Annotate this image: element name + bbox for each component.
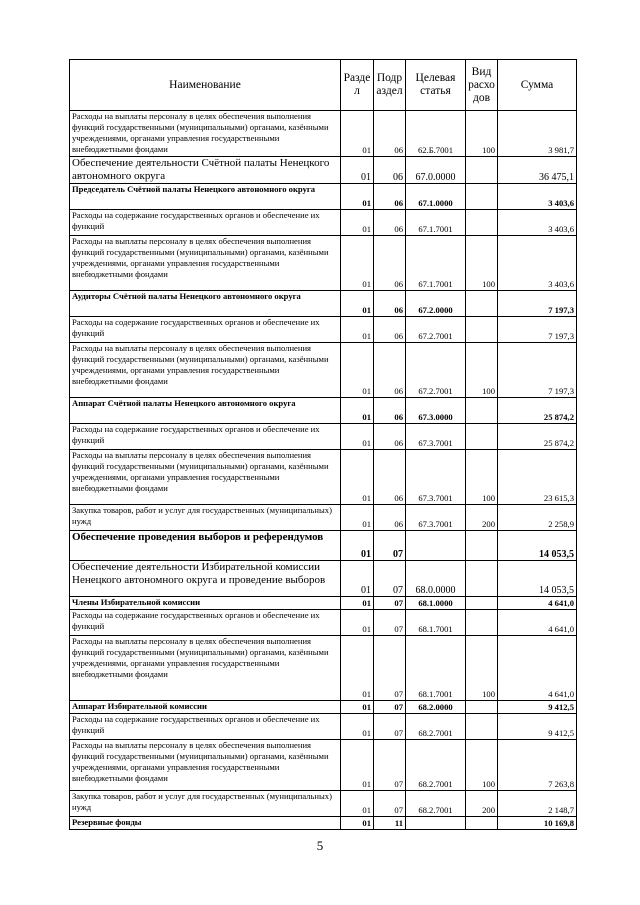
row-expense-type — [466, 157, 498, 184]
row-expense-type — [466, 817, 498, 830]
row-subsection: 06 — [374, 184, 406, 210]
row-target: 67.3.7001 — [406, 505, 466, 531]
row-target: 67.2.7001 — [406, 343, 466, 398]
table-body — [70, 111, 577, 830]
row-name: Расходы на выплаты персоналу в целях обеспечения выполнения функций государственными (муниципальными) органами, казёнными учреждениями, органами управления государственными внебюджетными фондами — [70, 111, 341, 157]
row-subsection: 07 — [374, 531, 406, 561]
row-section: 01 — [341, 291, 374, 317]
row-sum: 7 197,3 — [498, 343, 577, 398]
table-row — [70, 236, 577, 291]
row-sum: 7 263,8 — [498, 740, 577, 791]
table-row — [70, 184, 577, 210]
row-subsection: 07 — [374, 701, 406, 714]
row-name: Расходы на выплаты персоналу в целях обеспечения выполнения функций государственными (муниципальными) органами, казёнными учреждениями, органами управления государственными внебюджетными фондами — [70, 450, 341, 505]
table-row — [70, 610, 577, 636]
header-subsection: Подр аздел — [374, 60, 406, 111]
header-section: Разде л — [341, 60, 374, 111]
row-subsection: 07 — [374, 740, 406, 791]
row-subsection: 07 — [374, 714, 406, 740]
row-target: 68.0.0000 — [406, 561, 466, 597]
row-section: 01 — [341, 531, 374, 561]
row-target: 68.2.7001 — [406, 714, 466, 740]
header-target: Целевая статья — [406, 60, 466, 111]
row-subsection: 06 — [374, 505, 406, 531]
table-header-row — [70, 60, 577, 111]
row-name: Расходы на выплаты персоналу в целях обеспечения выполнения функций государственными (муниципальными) органами, казёнными учреждениями, органами управления государственными внебюджетными фондами — [70, 636, 341, 701]
row-name: Расходы на содержание государственных органов и обеспечение их функций — [70, 714, 341, 740]
row-name: Аудиторы Счётной палаты Ненецкого автономного округа — [70, 291, 341, 317]
row-name: Аппарат Избирательной комиссии — [70, 701, 341, 714]
row-expense-type: 100 — [466, 740, 498, 791]
row-target: 62.Б.7001 — [406, 111, 466, 157]
row-expense-type: 100 — [466, 236, 498, 291]
row-sum: 23 615,3 — [498, 450, 577, 505]
table-row — [70, 531, 577, 561]
row-name: Расходы на выплаты персоналу в целях обеспечения выполнения функций государственными (муниципальными) органами, казёнными учреждениями, органами управления государственными внебюджетными фондами — [70, 236, 341, 291]
budget-table — [69, 59, 577, 830]
row-subsection: 07 — [374, 610, 406, 636]
row-target — [406, 531, 466, 561]
table-row — [70, 636, 577, 701]
row-subsection: 11 — [374, 817, 406, 830]
row-target — [406, 817, 466, 830]
row-name: Обеспечение деятельности Счётной палаты Ненецкого автономного округа — [70, 157, 341, 184]
row-name: Расходы на выплаты персоналу в целях обеспечения выполнения функций государственными (муниципальными) органами, казёнными учреждениями, органами управления государственными внебюджетными фондами — [70, 740, 341, 791]
row-section: 01 — [341, 561, 374, 597]
row-section: 01 — [341, 701, 374, 714]
row-name: Резервные фонды — [70, 817, 341, 830]
row-section: 01 — [341, 111, 374, 157]
row-target: 67.1.7001 — [406, 210, 466, 236]
row-target: 67.3.7001 — [406, 424, 466, 450]
row-subsection: 06 — [374, 210, 406, 236]
table-row — [70, 817, 577, 830]
row-subsection: 07 — [374, 597, 406, 610]
table-row — [70, 714, 577, 740]
row-name: Расходы на содержание государственных органов и обеспечение их функций — [70, 610, 341, 636]
row-section: 01 — [341, 740, 374, 791]
row-subsection: 06 — [374, 111, 406, 157]
row-section: 01 — [341, 317, 374, 343]
table-row — [70, 111, 577, 157]
header-expense-type: Вид расхо дов — [466, 60, 498, 111]
table-row — [70, 424, 577, 450]
row-sum: 2 148,7 — [498, 791, 577, 817]
row-name: Закупка товаров, работ и услуг для государственных (муниципальных) нужд — [70, 791, 341, 817]
header-sum: Сумма — [498, 60, 577, 111]
row-sum: 3 403,6 — [498, 210, 577, 236]
row-target: 67.0.0000 — [406, 157, 466, 184]
row-section: 01 — [341, 157, 374, 184]
row-expense-type — [466, 531, 498, 561]
table-row — [70, 343, 577, 398]
table-row — [70, 210, 577, 236]
row-expense-type — [466, 597, 498, 610]
row-name: Члены Избирательной комиссии — [70, 597, 341, 610]
table-row — [70, 561, 577, 597]
row-sum: 3 981,7 — [498, 111, 577, 157]
row-expense-type: 100 — [466, 636, 498, 701]
row-sum: 4 641,0 — [498, 597, 577, 610]
row-sum: 14 053,5 — [498, 531, 577, 561]
row-name: Расходы на содержание государственных органов и обеспечение их функций — [70, 317, 341, 343]
row-subsection: 06 — [374, 398, 406, 424]
row-section: 01 — [341, 236, 374, 291]
row-sum: 2 258,9 — [498, 505, 577, 531]
row-subsection: 06 — [374, 157, 406, 184]
row-sum: 9 412,5 — [498, 714, 577, 740]
row-target: 67.1.0000 — [406, 184, 466, 210]
row-expense-type — [466, 184, 498, 210]
row-sum: 14 053,5 — [498, 561, 577, 597]
row-target: 67.1.7001 — [406, 236, 466, 291]
row-subsection: 06 — [374, 236, 406, 291]
row-expense-type — [466, 210, 498, 236]
row-sum: 25 874,2 — [498, 398, 577, 424]
row-section: 01 — [341, 791, 374, 817]
row-sum: 4 641,0 — [498, 636, 577, 701]
row-section: 01 — [341, 343, 374, 398]
row-name: Расходы на содержание государственных органов и обеспечение их функций — [70, 424, 341, 450]
row-sum: 36 475,1 — [498, 157, 577, 184]
row-target: 68.1.7001 — [406, 636, 466, 701]
row-section: 01 — [341, 505, 374, 531]
row-section: 01 — [341, 817, 374, 830]
row-section: 01 — [341, 184, 374, 210]
row-name: Обеспечение деятельности Избирательной комиссии Ненецкого автономного округа и проведение выборов — [70, 561, 341, 597]
row-name: Председатель Счётной палаты Ненецкого автономного округа — [70, 184, 341, 210]
row-subsection: 07 — [374, 636, 406, 701]
row-expense-type — [466, 291, 498, 317]
row-subsection: 06 — [374, 317, 406, 343]
row-section: 01 — [341, 210, 374, 236]
table-row — [70, 317, 577, 343]
row-name: Обеспечение проведения выборов и референдумов — [70, 531, 341, 561]
row-section: 01 — [341, 610, 374, 636]
row-target: 67.2.0000 — [406, 291, 466, 317]
row-target: 68.2.7001 — [406, 791, 466, 817]
row-expense-type: 100 — [466, 111, 498, 157]
row-target: 68.2.7001 — [406, 740, 466, 791]
row-section: 01 — [341, 450, 374, 505]
row-target: 67.3.0000 — [406, 398, 466, 424]
row-subsection: 07 — [374, 561, 406, 597]
row-target: 67.2.7001 — [406, 317, 466, 343]
row-target: 68.2.0000 — [406, 701, 466, 714]
row-name: Расходы на содержание государственных органов и обеспечение их функций — [70, 210, 341, 236]
row-name: Расходы на выплаты персоналу в целях обеспечения выполнения функций государственными (муниципальными) органами, казёнными учреждениями, органами управления государственными внебюджетными фондами — [70, 343, 341, 398]
row-name: Аппарат Счётной палаты Ненецкого автономного округа — [70, 398, 341, 424]
row-sum: 9 412,5 — [498, 701, 577, 714]
row-target: 68.1.0000 — [406, 597, 466, 610]
row-sum: 25 874,2 — [498, 424, 577, 450]
row-expense-type — [466, 610, 498, 636]
row-expense-type — [466, 398, 498, 424]
row-expense-type — [466, 424, 498, 450]
row-subsection: 06 — [374, 450, 406, 505]
row-expense-type — [466, 561, 498, 597]
row-expense-type: 100 — [466, 343, 498, 398]
row-sum: 7 197,3 — [498, 317, 577, 343]
row-subsection: 06 — [374, 343, 406, 398]
row-sum: 7 197,3 — [498, 291, 577, 317]
table-row — [70, 450, 577, 505]
table-row — [70, 701, 577, 714]
row-sum: 3 403,6 — [498, 184, 577, 210]
table-row — [70, 597, 577, 610]
row-section: 01 — [341, 597, 374, 610]
table-row — [70, 791, 577, 817]
row-subsection: 06 — [374, 424, 406, 450]
row-subsection: 07 — [374, 791, 406, 817]
table-row — [70, 505, 577, 531]
table-row — [70, 740, 577, 791]
row-expense-type — [466, 701, 498, 714]
page-number: 5 — [316, 838, 324, 853]
row-subsection: 06 — [374, 291, 406, 317]
row-section: 01 — [341, 714, 374, 740]
table-row — [70, 157, 577, 184]
table-row — [70, 398, 577, 424]
table-row — [70, 291, 577, 317]
row-sum: 10 169,8 — [498, 817, 577, 830]
row-expense-type: 200 — [466, 791, 498, 817]
row-section: 01 — [341, 398, 374, 424]
header-name: Наименование — [70, 60, 341, 111]
row-name: Закупка товаров, работ и услуг для государственных (муниципальных) нужд — [70, 505, 341, 531]
row-sum: 4 641,0 — [498, 610, 577, 636]
row-sum: 3 403,6 — [498, 236, 577, 291]
row-section: 01 — [341, 424, 374, 450]
row-expense-type: 100 — [466, 450, 498, 505]
row-expense-type: 200 — [466, 505, 498, 531]
row-expense-type — [466, 714, 498, 740]
row-target: 67.3.7001 — [406, 450, 466, 505]
row-section: 01 — [341, 636, 374, 701]
row-target: 68.1.7001 — [406, 610, 466, 636]
row-expense-type — [466, 317, 498, 343]
